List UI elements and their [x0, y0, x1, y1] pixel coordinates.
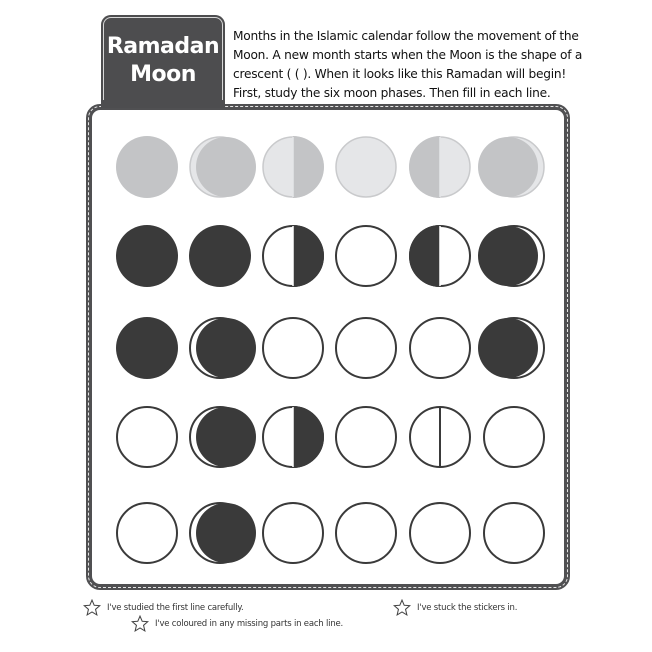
moon-crescent-right-light[interactable] — [478, 226, 544, 286]
moon-crescent-left-light[interactable] — [190, 407, 256, 467]
moon-crescent-left-light — [190, 137, 256, 197]
moon-empty[interactable] — [336, 318, 396, 378]
moon-empty[interactable] — [410, 318, 470, 378]
moon-full — [336, 137, 396, 197]
moon-new[interactable] — [116, 225, 178, 287]
star-outline-icon[interactable] — [393, 599, 411, 616]
moon-crescent-right-light[interactable] — [478, 318, 544, 378]
moon-half-right-light — [409, 136, 470, 198]
moon-empty[interactable] — [263, 503, 323, 563]
moon-empty[interactable] — [336, 407, 396, 467]
checklist-label: I've studied the first line carefully. — [107, 602, 244, 613]
moon-empty[interactable] — [484, 503, 544, 563]
checklist-item-coloured[interactable] — [131, 615, 343, 632]
moon-empty[interactable] — [263, 318, 323, 378]
moon-half-right-light[interactable] — [409, 225, 470, 287]
moon-crescent-left-light[interactable] — [190, 503, 256, 563]
intro-text: Months in the Islamic calendar follow the movement of the Moon. A new month starts when the Moon is the shape of a crescent ( ( ). When it looks like this Ramadan will begin! First, study the six moon phases. Then fill in each line. — [233, 29, 583, 100]
moon-crescent-right-light — [478, 137, 544, 197]
moon-empty[interactable] — [484, 407, 544, 467]
moon-divided-outline[interactable] — [410, 407, 470, 467]
moon-half-left-light — [263, 136, 324, 198]
star-outline-icon[interactable] — [83, 599, 101, 616]
checklist-item-studied[interactable] — [83, 599, 244, 616]
moon-empty[interactable] — [410, 503, 470, 563]
checklist-label: I've coloured in any missing parts in each line. — [155, 618, 344, 629]
moon-full[interactable] — [336, 226, 396, 286]
title-line-1: Ramadan — [106, 34, 220, 59]
checklist-item-stickers[interactable] — [393, 599, 517, 616]
moon-new — [116, 136, 178, 198]
moon-half-left-light[interactable] — [263, 406, 324, 468]
title-line-2: Moon — [130, 62, 196, 87]
checklist-label: I've stuck the stickers in. — [417, 602, 518, 613]
moon-empty[interactable] — [336, 503, 396, 563]
moon-half-left-light[interactable] — [263, 225, 324, 287]
moon-empty[interactable] — [117, 407, 177, 467]
moon-crescent-left-light[interactable] — [190, 318, 256, 378]
moon-new[interactable] — [189, 225, 251, 287]
moon-empty[interactable] — [117, 503, 177, 563]
moon-new[interactable] — [116, 317, 178, 379]
star-outline-icon[interactable] — [131, 615, 149, 632]
